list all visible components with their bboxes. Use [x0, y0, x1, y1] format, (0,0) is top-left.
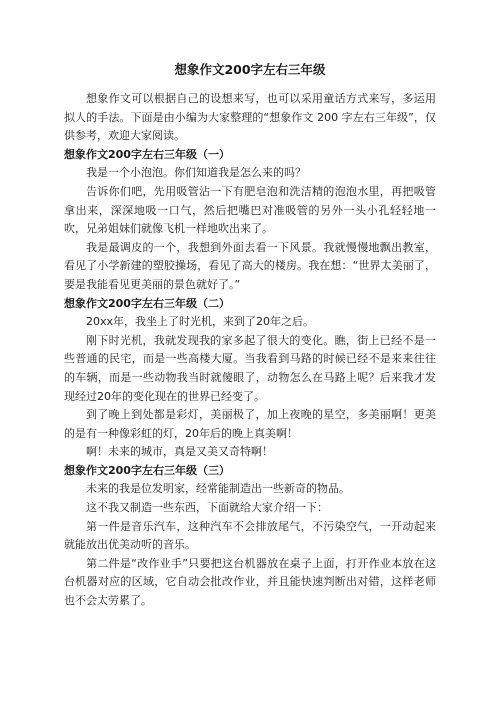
- document-page: [64, 62, 436, 611]
- section-heading-2: 想象作文200字左右三年级（二）: [64, 296, 230, 310]
- section-1-paragraph-1: 我是一个小泡泡。你们知道我是怎么来的吗？: [86, 166, 306, 180]
- section-heading-3: 想象作文200字左右三年级（三）: [64, 463, 230, 477]
- section-2-paragraph-2: 刚下时光机，我就发现我的家多起了很大的变化。瞧，街上已经不是一些普通的民宅，而是一些高楼大厦。当我看到马路的时候已经不是来来往往的车辆，而是一些动物我当时就傻眼了，动物怎么在马路上呢？后来我才发现经过20年的变化现在的世界已经变了。: [64, 333, 436, 403]
- section-3-paragraph-2: 这不我又制造一些东西，下面就给大家介绍一下：: [86, 501, 328, 515]
- section-3-paragraph-4: 第二件是“改作业手”只要把这台机器放在桌子上面，打开作业本放在这台机器对应的区域，它自动会批改作业，并且能快速判断出对错，这样老师也不会太劳累了。: [64, 556, 436, 608]
- section-3-paragraph-3: 第一件是音乐汽车，这种汽车不会排放尾气，不污染空气，一开动起来就能放出优美动听的音乐。: [64, 519, 436, 552]
- section-1-paragraph-2: 告诉你们吧，先用吸管沾一下有肥皂泡和洗洁精的泡泡水里，再把吸管拿出来，深深地吸一口气，然后把嘴巴对准吸管的另外一头小孔轻轻地一吹，兄弟姐妹们就像飞机一样地吹出来了。: [64, 184, 436, 236]
- section-2-paragraph-1: 20xx年，我坐上了时光机，来到了20年之后。: [86, 315, 315, 329]
- intro-paragraph: 想象作文可以根据自己的设想来写，也可以采用童话方式来写，多运用拟人的手法。下面是由小编为大家整理的“想象作文 200 字左右三年级”，仅供参考，欢迎大家阅读。: [64, 92, 436, 143]
- section-3-paragraph-1: 未来的我是位发明家，经常能制造出一些新奇的物品。: [86, 482, 350, 496]
- section-2-paragraph-3: 到了晚上到处都是彩灯，美丽极了，加上夜晚的星空，多美丽啊！更美的是有一种像彩虹的灯，20年后的晚上真美啊！: [64, 408, 436, 440]
- section-1-paragraph-3: 我是最调皮的一个，我想到外面去看一下风景。我就慢慢地飘出教室，看见了小学新建的塑胶操场，看见了高大的楼房。我在想：“世界太美丽了，要是我能看见更美丽的景色就好了。”: [64, 240, 436, 291]
- section-heading-1: 想象作文200字左右三年级（一）: [64, 147, 230, 161]
- document-title: 想象作文200字左右三年级: [174, 62, 326, 77]
- section-2-paragraph-4: 啊！未来的城市，真是又美又奇特啊！: [86, 445, 273, 459]
